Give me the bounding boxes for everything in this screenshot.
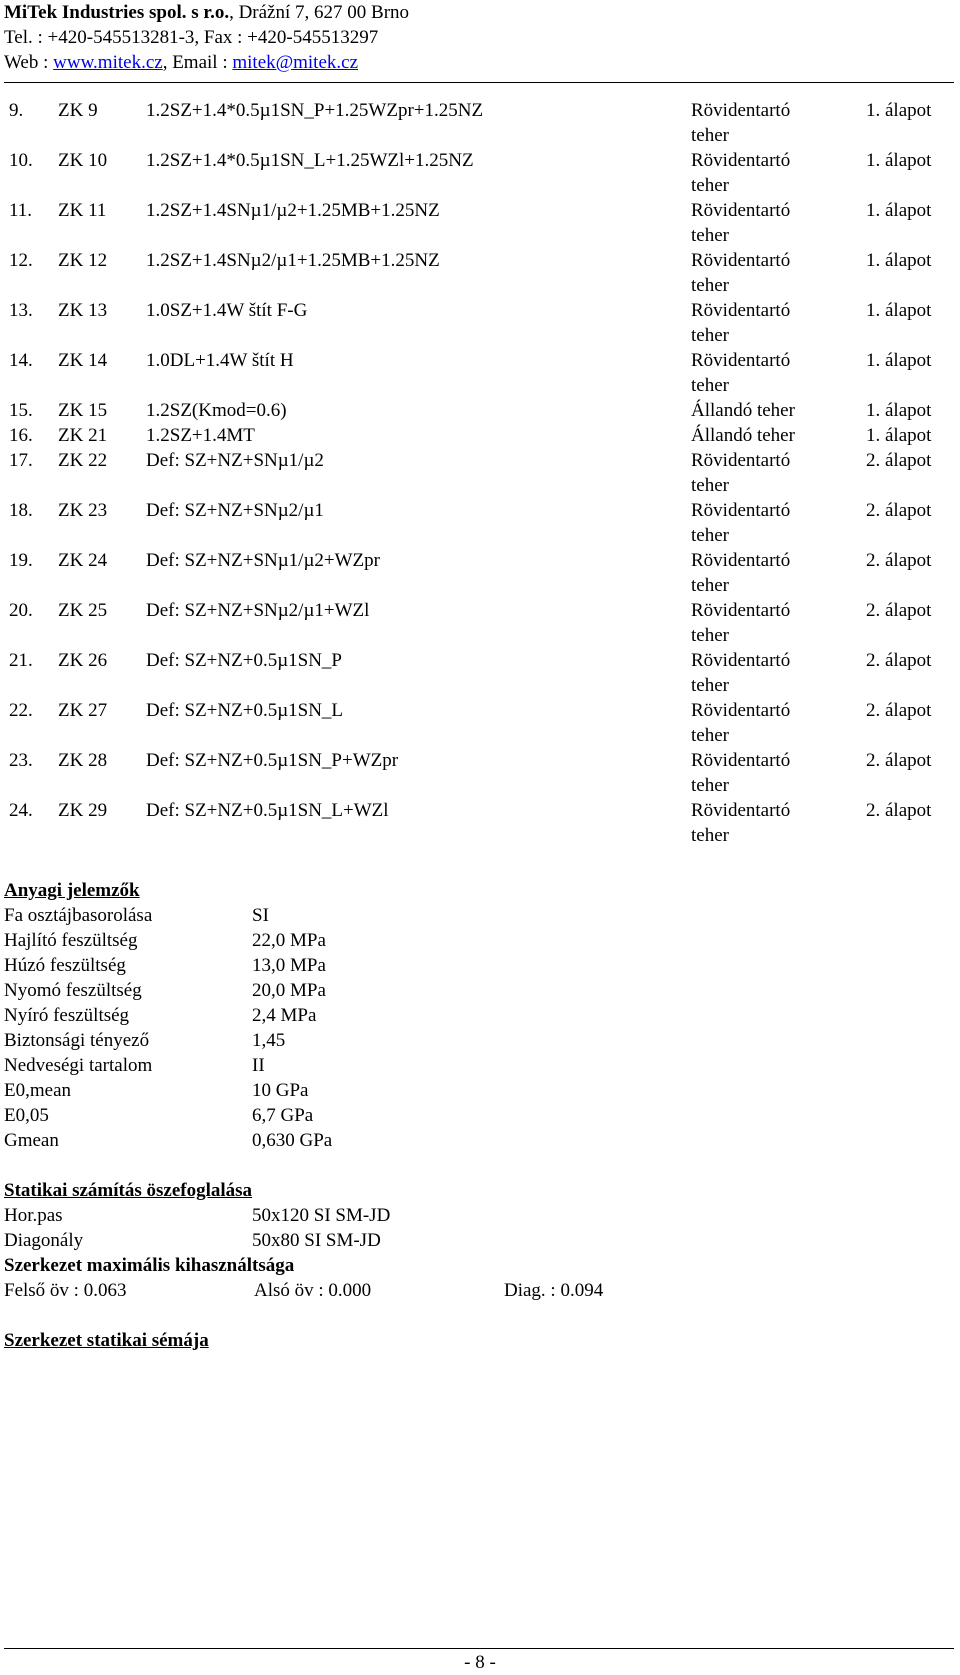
load-case-number: 22. — [9, 700, 33, 721]
load-case-id: ZK 28 — [58, 750, 108, 771]
material-row — [4, 953, 326, 978]
load-case-id: ZK 25 — [58, 600, 108, 621]
hor-row — [4, 1203, 954, 1228]
load-case-formula: 1.2SZ+1.4*0.5µ1SN_L+1.25WZl+1.25NZ — [146, 150, 474, 171]
load-case-state: 1. álapot — [866, 400, 932, 421]
material-label: Húzó feszültség — [4, 955, 126, 976]
load-case-id: ZK 23 — [58, 500, 108, 521]
scheme-title: Szerkezet statikai sémája — [4, 1330, 209, 1351]
load-case-id: ZK 24 — [58, 550, 108, 571]
diagonal-usage: Diag. : 0.094 — [504, 1280, 604, 1301]
material-section — [4, 878, 333, 1153]
load-case-formula: Def: SZ+NZ+SNµ2/µ1 — [146, 500, 324, 521]
upper-chord-usage: Felső öv : 0.063 — [4, 1280, 127, 1301]
material-title: Anyagi jelemzők — [4, 880, 140, 901]
load-case-formula: Def: SZ+NZ+0.5µ1SN_P+WZpr — [146, 750, 399, 771]
material-value: 10 GPa — [252, 1080, 309, 1101]
load-case-formula: 1.2SZ(Kmod=0.6) — [146, 400, 287, 421]
load-case-state: 1. álapot — [866, 250, 932, 271]
load-case-type: Rövidentartó teher — [691, 500, 791, 546]
load-case-formula: 1.2SZ+1.4*0.5µ1SN_P+1.25WZpr+1.25NZ — [146, 100, 484, 121]
load-case-state: 2. álapot — [866, 450, 932, 471]
material-row — [4, 1078, 309, 1103]
load-case-number: 13. — [9, 300, 33, 321]
company-address: , Drážní 7, 627 00 Brno — [229, 2, 410, 23]
load-case-state: 1. álapot — [866, 200, 932, 221]
load-case-number: 20. — [9, 600, 33, 621]
load-case-id: ZK 21 — [58, 425, 108, 446]
material-label: Fa osztájbasorolása — [4, 905, 153, 926]
load-case-state: 2. álapot — [866, 550, 932, 571]
company-name: MiTek Industries spol. s r.o. — [4, 2, 230, 23]
load-case-number: 9. — [9, 100, 24, 121]
material-value: 22,0 MPa — [252, 930, 326, 951]
load-case-type: Rövidentartó teher — [691, 750, 791, 796]
statics-section — [4, 1178, 954, 1303]
material-value: II — [252, 1055, 265, 1076]
load-case-state: 2. álapot — [866, 500, 932, 521]
load-case-number: 14. — [9, 350, 33, 371]
material-label: E0,mean — [4, 1080, 72, 1101]
load-case-formula: Def: SZ+NZ+0.5µ1SN_L — [146, 700, 344, 721]
company-line — [4, 0, 954, 25]
load-case-state: 2. álapot — [866, 650, 932, 671]
material-value: 13,0 MPa — [252, 955, 326, 976]
load-case-id: ZK 29 — [58, 800, 108, 821]
material-value: SI — [252, 905, 269, 926]
load-case-number: 10. — [9, 150, 33, 171]
load-case-state: 2. álapot — [866, 800, 932, 821]
load-case-formula: 1.2SZ+1.4MT — [146, 425, 255, 446]
load-case-state: 1. álapot — [866, 350, 932, 371]
material-row — [4, 1053, 265, 1078]
load-case-state: 2. álapot — [866, 700, 932, 721]
material-row — [4, 1003, 317, 1028]
load-case-id: ZK 22 — [58, 450, 108, 471]
load-case-number: 21. — [9, 650, 33, 671]
email-label: , Email : — [162, 52, 233, 73]
load-case-type: Rövidentartó teher — [691, 150, 791, 196]
load-case-type: Rövidentartó teher — [691, 100, 791, 146]
load-case-state: 1. álapot — [866, 100, 932, 121]
statics-title: Statikai számítás öszefoglalása — [4, 1180, 253, 1201]
load-case-number: 23. — [9, 750, 33, 771]
material-row — [4, 903, 269, 928]
load-case-state: 2. álapot — [866, 750, 932, 771]
usage-row — [4, 1278, 954, 1303]
material-label: Gmean — [4, 1130, 59, 1151]
diag-label: Diagonály — [4, 1230, 84, 1251]
load-case-type: Rövidentartó teher — [691, 600, 791, 646]
material-table — [4, 903, 333, 1153]
load-case-id: ZK 27 — [58, 700, 108, 721]
load-case-type: Rövidentartó teher — [691, 550, 791, 596]
load-case-number: 17. — [9, 450, 33, 471]
load-case-id: ZK 12 — [58, 250, 108, 271]
lower-chord-usage: Alsó öv : 0.000 — [254, 1280, 372, 1301]
load-case-state: 2. álapot — [866, 600, 932, 621]
load-case-number: 11. — [9, 200, 33, 221]
load-case-number: 15. — [9, 400, 33, 421]
load-case-number: 24. — [9, 800, 33, 821]
load-case-formula: Def: SZ+NZ+0.5µ1SN_P — [146, 650, 342, 671]
letterhead — [4, 0, 954, 83]
load-case-id: ZK 9 — [58, 100, 98, 121]
load-case-number: 19. — [9, 550, 33, 571]
material-label: Hajlító feszültség — [4, 930, 138, 951]
material-value: 20,0 MPa — [252, 980, 326, 1001]
load-case-number: 16. — [9, 425, 33, 446]
material-label: Biztonsági tényező — [4, 1030, 150, 1051]
load-case-type: Rövidentartó teher — [691, 450, 791, 496]
load-case-formula: 1.2SZ+1.4SNµ1/µ2+1.25MB+1.25NZ — [146, 200, 440, 221]
load-case-type: Rövidentartó teher — [691, 700, 791, 746]
load-case-formula: 1.0SZ+1.4W štít F-G — [146, 300, 308, 321]
load-case-type: Rövidentartó teher — [691, 650, 791, 696]
load-case-formula: 1.2SZ+1.4SNµ2/µ1+1.25MB+1.25NZ — [146, 250, 440, 271]
load-case-formula: Def: SZ+NZ+SNµ2/µ1+WZl — [146, 600, 370, 621]
load-case-formula: Def: SZ+NZ+SNµ1/µ2 — [146, 450, 324, 471]
max-usage-title: Szerkezet maximális kihasználtsága — [4, 1255, 295, 1276]
load-case-number: 12. — [9, 250, 33, 271]
contact-line — [4, 50, 954, 75]
material-label: Nyomó feszültség — [4, 980, 142, 1001]
page-number: - 8 - — [464, 1652, 496, 1673]
material-row — [4, 928, 326, 953]
footer-divider — [4, 1648, 954, 1649]
load-case-type: Állandó teher — [691, 425, 795, 446]
load-case-id: ZK 15 — [58, 400, 108, 421]
material-value: 1,45 — [252, 1030, 286, 1051]
load-case-number: 18. — [9, 500, 33, 521]
load-case-id: ZK 10 — [58, 150, 108, 171]
hor-value: 50x120 SI SM-JD — [252, 1205, 391, 1226]
load-case-state: 1. álapot — [866, 425, 932, 446]
material-row — [4, 1128, 333, 1153]
load-case-id: ZK 14 — [58, 350, 108, 371]
hor-label: Hor.pas — [4, 1205, 63, 1226]
web-link[interactable]: www.mitek.cz — [53, 52, 163, 73]
phone-line: Tel. : +420-545513281-3, Fax : +420-545513297 — [4, 27, 379, 48]
load-case-state: 1. álapot — [866, 300, 932, 321]
material-row — [4, 1028, 286, 1053]
load-case-id: ZK 11 — [58, 200, 107, 221]
load-case-type: Rövidentartó teher — [691, 300, 791, 346]
load-case-id: ZK 13 — [58, 300, 108, 321]
diag-row — [4, 1228, 954, 1253]
material-label: Nyíró feszültség — [4, 1005, 130, 1026]
load-case-type: Állandó teher — [691, 400, 795, 421]
load-case-formula: Def: SZ+NZ+SNµ1/µ2+WZpr — [146, 550, 380, 571]
material-value: 2,4 MPa — [252, 1005, 317, 1026]
load-case-formula: 1.0DL+1.4W štít H — [146, 350, 294, 371]
load-case-id: ZK 26 — [58, 650, 108, 671]
material-label: Nedveségi tartalom — [4, 1055, 153, 1076]
load-case-type: Rövidentartó teher — [691, 200, 791, 246]
material-row — [4, 978, 326, 1003]
load-case-type: Rövidentartó teher — [691, 350, 791, 396]
load-case-type: Rövidentartó teher — [691, 250, 791, 296]
material-value: 0,630 GPa — [252, 1130, 333, 1151]
load-case-formula: Def: SZ+NZ+0.5µ1SN_L+WZl — [146, 800, 389, 821]
load-case-state: 1. álapot — [866, 150, 932, 171]
material-row — [4, 1103, 314, 1128]
load-case-type: Rövidentartó teher — [691, 800, 791, 846]
material-label: E0,05 — [4, 1105, 49, 1126]
diag-value: 50x80 SI SM-JD — [252, 1230, 381, 1251]
web-label: Web : — [4, 52, 54, 73]
email-link[interactable]: mitek@mitek.cz — [232, 52, 359, 73]
material-value: 6,7 GPa — [252, 1105, 314, 1126]
